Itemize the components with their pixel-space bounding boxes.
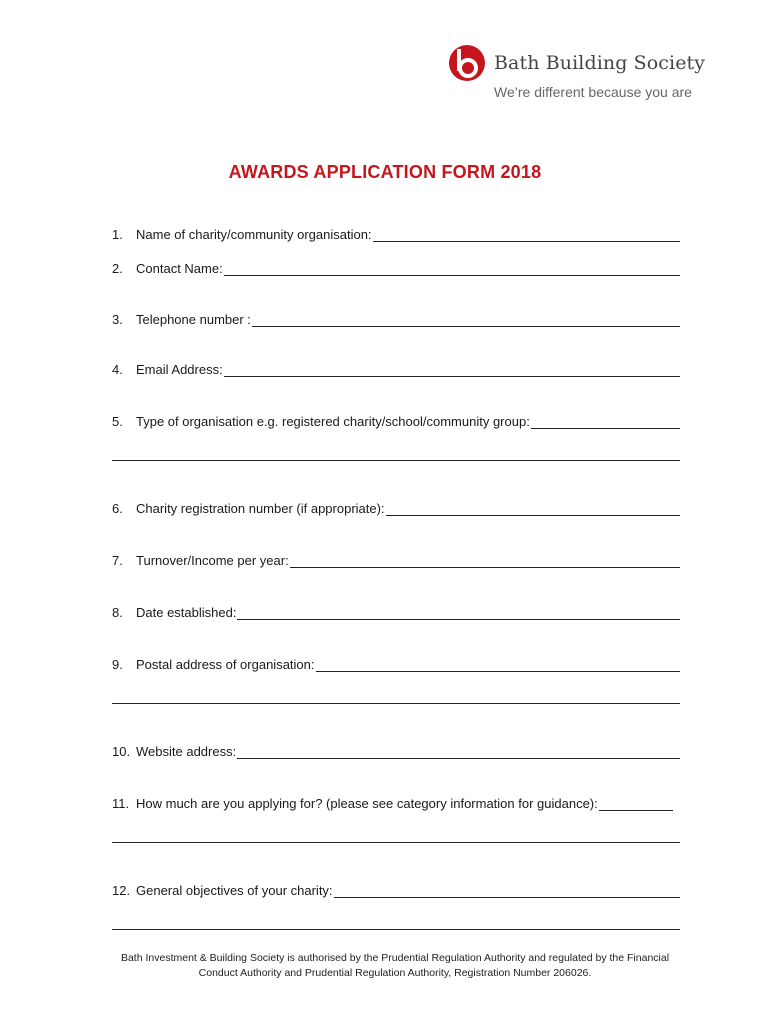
field-number: 7.	[112, 553, 123, 568]
brand-name: Bath Building Society	[494, 52, 706, 74]
charity-name-input[interactable]	[373, 227, 680, 242]
field-label: Website address:	[136, 744, 237, 759]
regulatory-footer	[100, 951, 690, 981]
field-charity-name	[112, 222, 680, 242]
registration-number-input[interactable]	[386, 501, 680, 516]
footer-line-2: Conduct Authority and Prudential Regulation Authority, Registration Number 206026.	[198, 967, 592, 979]
field-label: Turnover/Income per year:	[136, 553, 289, 568]
brand-logo	[448, 44, 706, 104]
turnover-input[interactable]	[290, 553, 680, 568]
field-telephone	[112, 307, 680, 327]
postal-address-continuation-line[interactable]	[112, 703, 680, 704]
organisation-type-input[interactable]	[531, 414, 680, 429]
field-label: How much are you applying for? (please see category information for guidance):	[136, 796, 598, 811]
contact-name-input[interactable]	[224, 261, 680, 276]
brand-tagline: We’re different because you are	[494, 84, 692, 100]
field-email	[112, 357, 680, 377]
field-number: 4.	[112, 362, 123, 377]
field-number: 2.	[112, 261, 123, 276]
field-number: 1.	[112, 227, 123, 242]
field-number: 8.	[112, 605, 123, 620]
field-label: Name of charity/community organisation:	[136, 227, 372, 242]
field-general-objectives	[112, 878, 680, 898]
field-label: Type of organisation e.g. registered charity/school/community group:	[136, 414, 530, 429]
field-number: 9.	[112, 657, 123, 672]
field-number: 12.	[112, 883, 131, 898]
field-label: Charity registration number (if appropriate):	[136, 501, 385, 516]
field-label: Email Address:	[136, 362, 223, 377]
field-number: 3.	[112, 312, 123, 327]
footer-line-1: Bath Investment & Building Society is authorised by the Prudential Regulation Authority and regulated by the Financial	[120, 952, 670, 964]
field-organisation-type	[112, 409, 680, 429]
field-label: Postal address of organisation:	[136, 657, 315, 672]
telephone-input[interactable]	[252, 312, 680, 327]
field-label: Date established:	[136, 605, 237, 620]
field-date-established	[112, 600, 680, 620]
email-input[interactable]	[224, 362, 680, 377]
website-input[interactable]	[237, 744, 680, 759]
bath-b-circle-icon	[448, 44, 486, 82]
field-postal-address	[112, 652, 680, 672]
field-amount-requested	[112, 791, 680, 811]
field-website	[112, 739, 680, 759]
field-label: Contact Name:	[136, 261, 223, 276]
field-label: Telephone number :	[136, 312, 251, 327]
general-objectives-continuation-line[interactable]	[112, 929, 680, 930]
field-number: 11.	[112, 796, 130, 811]
field-number: 5.	[112, 414, 123, 429]
field-contact-name	[112, 256, 680, 276]
field-label: General objectives of your charity:	[136, 883, 333, 898]
field-number: 6.	[112, 501, 123, 516]
amount-requested-input[interactable]	[599, 796, 673, 811]
amount-requested-continuation-line[interactable]	[112, 842, 680, 843]
organisation-type-continuation-line[interactable]	[112, 460, 680, 461]
date-established-input[interactable]	[237, 605, 680, 620]
field-registration-number	[112, 496, 680, 516]
general-objectives-input[interactable]	[334, 883, 680, 898]
postal-address-input[interactable]	[316, 657, 681, 672]
field-number: 10.	[112, 744, 131, 759]
field-turnover	[112, 548, 680, 568]
form-title: AWARDS APPLICATION FORM 2018	[228, 162, 542, 182]
